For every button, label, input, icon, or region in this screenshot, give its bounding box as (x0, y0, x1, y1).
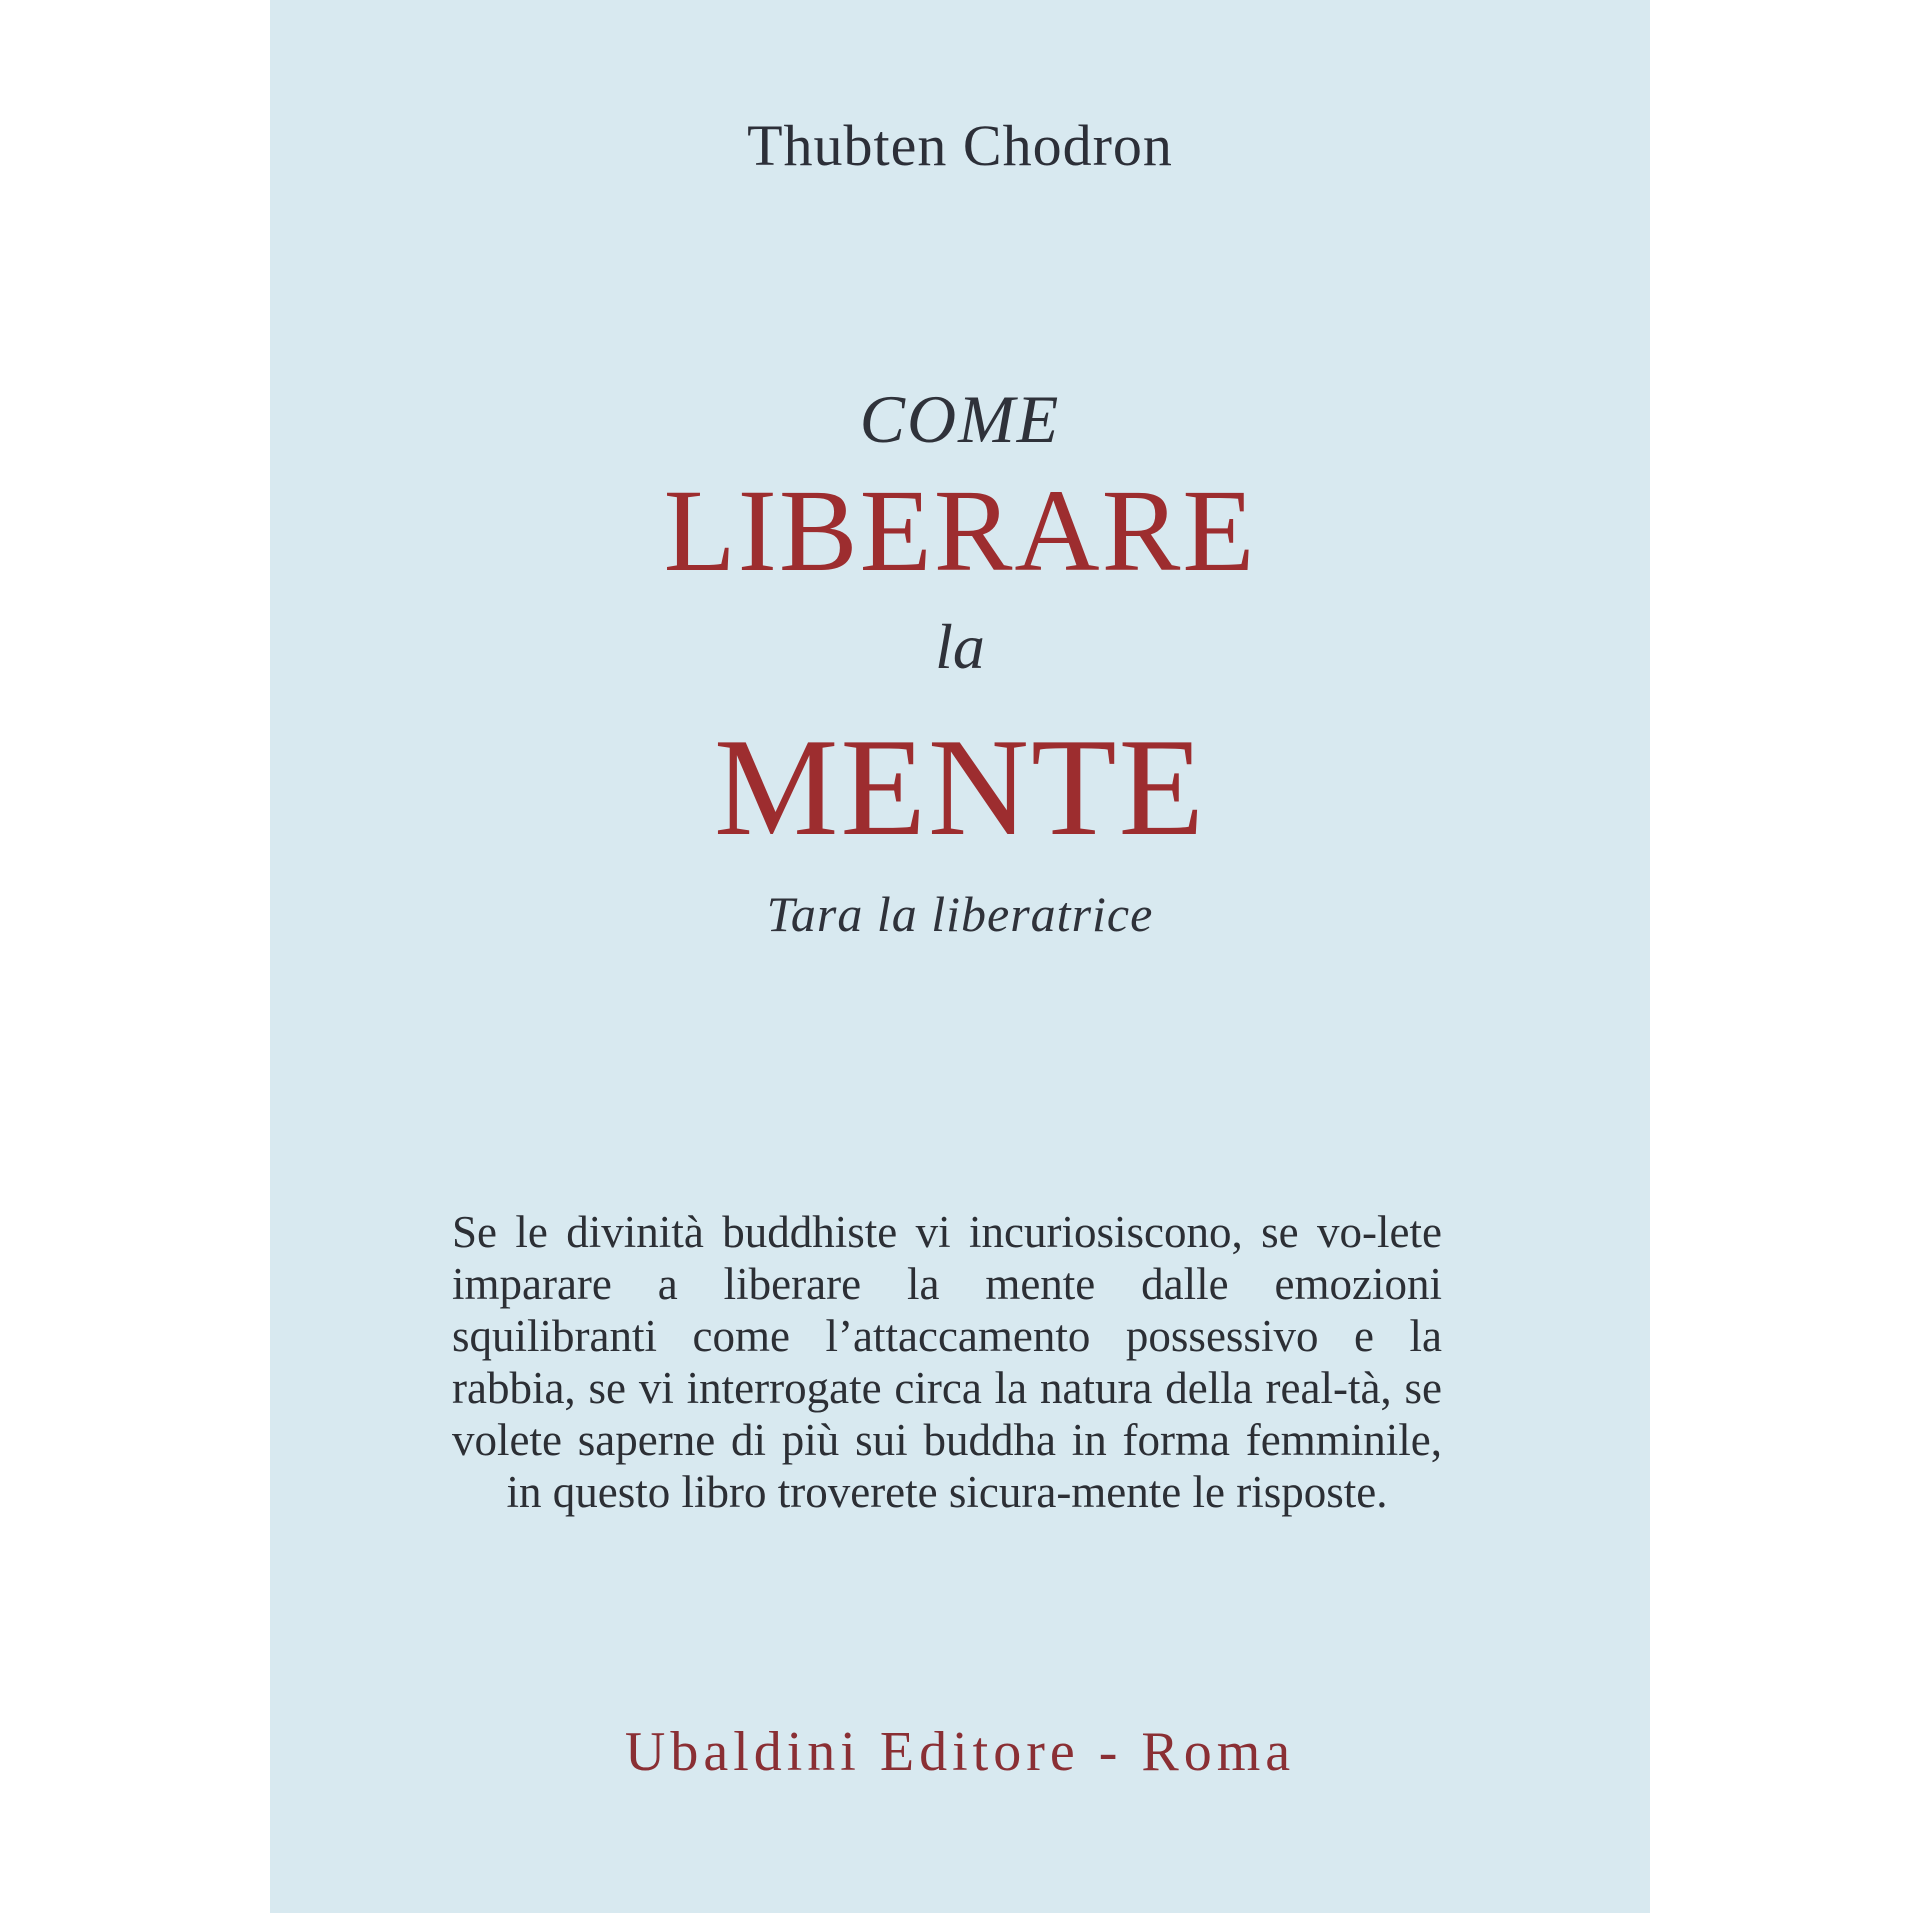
author-name: Thubten Chodron (747, 113, 1173, 178)
cover-blurb: Se le divinità buddhiste vi incuriosiscono, se vo-lete imparare a liberare la mente dalle emozioni squilibranti come l’attaccamento possessivo e la rabbia, se vi interrogate circa la natura della real-tà, se volete saperne di più sui buddha in forma femminile, in questo libro troverete sicura-mente le risposte. (452, 1207, 1442, 1517)
title-la: la (935, 611, 985, 682)
title-mente: MENTE (713, 710, 1207, 865)
publisher-name: Ubaldini Editore - Roma (624, 1721, 1296, 1783)
title-come: COME (859, 381, 1061, 457)
title-liberare: LIBERARE (663, 465, 1257, 596)
subtitle: Tara la liberatrice (766, 886, 1154, 942)
book-cover (270, 0, 1650, 1913)
